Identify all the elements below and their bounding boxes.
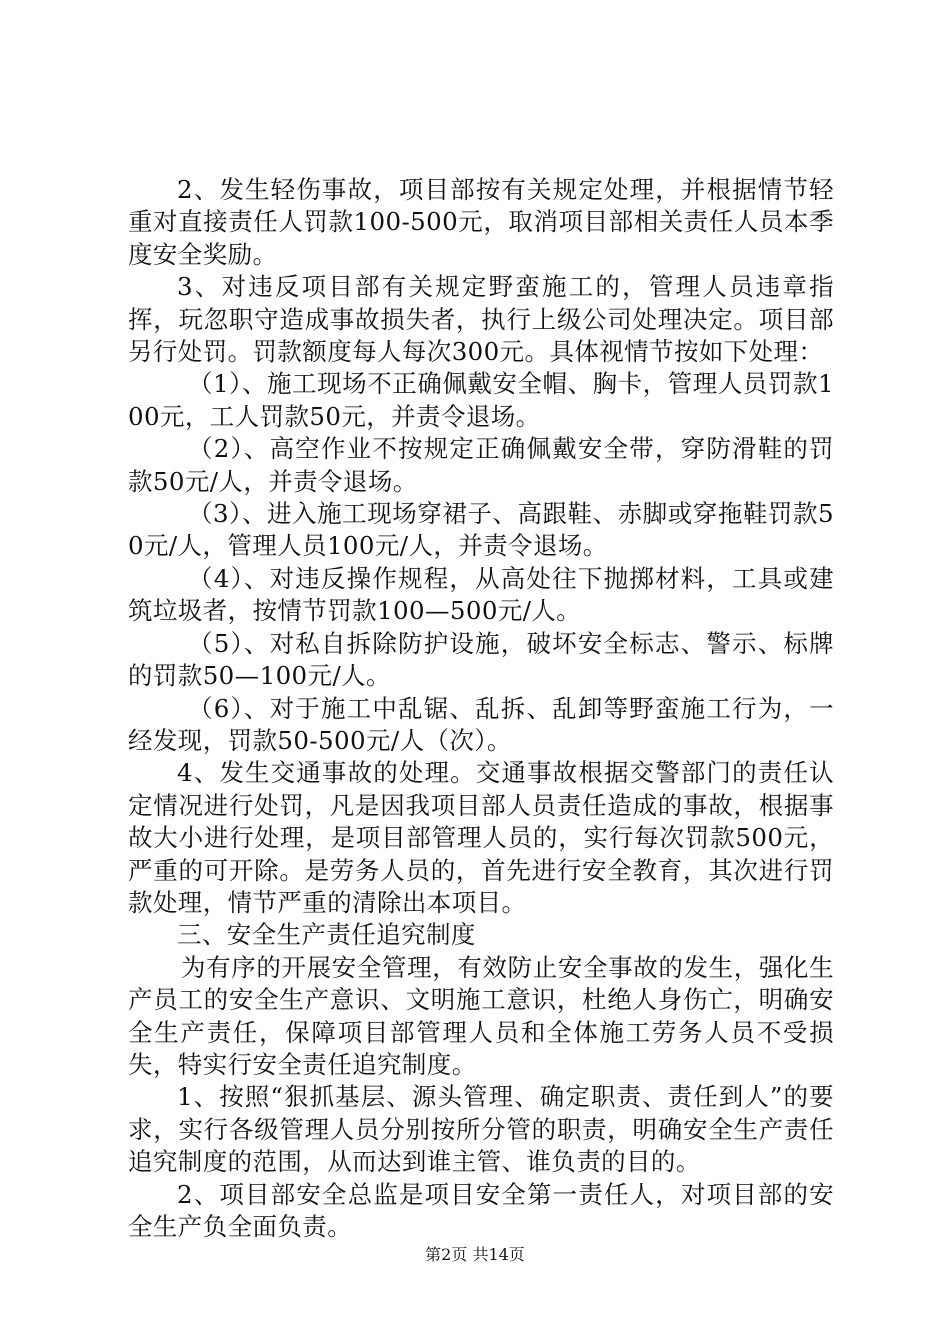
paragraph-traffic-accident: 4、发生交通事故的处理。交通事故根据交警部门的责任认定情况进行处罚，凡是因我项目部人员责任造成的事故，根据事故大小进行处理，是项目部管理人员的，实行每次罚款500元，严重的可开除。是劳务人员的，首先进行安全教育，其次进行罚款处理，情节严重的清除出本项目。 [128,758,834,917]
paragraph-safety-director: 2、项目部安全总监是项目安全第一责任人，对项目部的安全生产负全面负责。 [128,1179,834,1241]
list-item-throwing: （4）、对违反操作规程，从高处往下抛掷材料，工具或建筑垃圾者，按情节罚款100—500元/人。 [128,563,834,626]
list-item-safety-belt: （2）、高空作业不按规定正确佩戴安全带，穿防滑鞋的罚款50元/人，并责令退场。 [128,434,834,496]
section-heading: 三、安全生产责任追究制度 [177,920,476,950]
paragraph-minor-injury: 2、发生轻伤事故，项目部按有关规定处理，并根据情节轻重对直接责任人罚款100-500元，取消项目部相关责任人员本季度安全奖励。 [128,175,834,269]
paragraph-responsibility: 1、按照“狠抓基层、源头管理、确定职责、责任到人”的要求，实行各级管理人员分别按所分管的职责，明确安全生产责任追究制度的范围，从而达到谁主管、谁负责的目的。 [128,1082,834,1177]
list-item-attire: （3）、进入施工现场穿裙子、高跟鞋、赤脚或穿拖鞋罚款50元/人，管理人员100元/人，并责令退场。 [128,499,834,561]
list-item-protection: （5）、对私自拆除防护设施，破坏安全标志、警示、标牌的罚款50—100元/人。 [128,628,834,691]
list-item-helmet: （1）、施工现场不正确佩戴安全帽、胸卡，管理人员罚款100元，工人罚款50元，并责令退场。 [128,369,834,431]
paragraph-violation-rules: 3、对违反项目部有关规定野蛮施工的，管理人员违章指挥，玩忽职守造成事故损失者，执行上级公司处理决定。项目部另行处罚。罚款额度每人每次300元。具体视情节按如下处理： [128,272,834,367]
list-item-reckless: （6）、对于施工中乱锯、乱拆、乱卸等野蛮施工行为，一经发现，罚款50-500元/人（次）。 [128,693,834,755]
paragraph-intro: 为有序的开展安全管理，有效防止安全事故的发生，强化生产员工的安全生产意识、文明施工意识，杜绝人身伤亡，明确安全生产责任，保障项目部管理人员和全体施工劳务人员不受损失，特实行安全责任追究制度。 [128,952,834,1079]
page-footer: 第2页 共14页 [425,1245,525,1264]
document-body [128,174,834,1243]
